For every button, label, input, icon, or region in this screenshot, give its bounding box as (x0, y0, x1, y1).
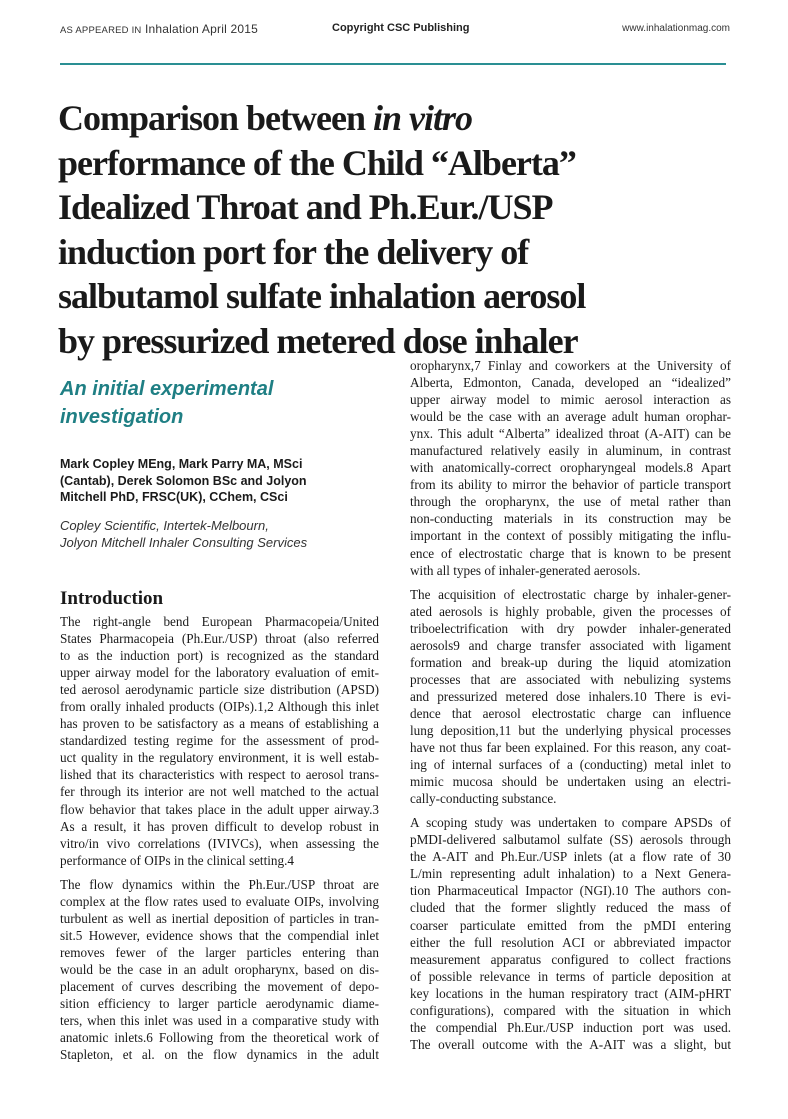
body-text-line: The right-angle bend European Pharmacopeia/United (60, 614, 379, 629)
body-text-line: ters, when this inlet was used in a comparative study with (60, 1013, 379, 1029)
body-text-line: from orally inhaled products (OIPs).1,2 Although this inlet (60, 699, 379, 715)
body-text-line: pMDI-delivered salbutamol sulfate (SS) aerosols through (410, 832, 731, 848)
title-line-1-roman: Comparison between (58, 98, 373, 138)
author-line: Mitchell PhD, FRSC(UK), CChem, CSci (60, 490, 288, 504)
body-text-line: Stapleton, et al. on the flow dynamics in the adult (60, 1047, 379, 1063)
body-text-line: ing of internal surfaces of a (conducting) metal inlet to (410, 757, 731, 773)
body-text-line: manufactured relatively easily in aluminum, in contrast (410, 443, 731, 459)
body-text-line: upper airway model for the laboratory evaluation of emit- (60, 665, 379, 681)
body-text-line: flow behavior that takes place in the adult upper airway.3 (60, 801, 379, 817)
affiliation-line: Copley Scientific, Intertek-Melbourn, (60, 518, 269, 533)
title-line: performance of the Child “Alberta” (58, 142, 576, 183)
body-text-line: to as the induction port) is recognized as the standard (60, 648, 379, 664)
author-line: (Cantab), Derek Solomon BSc and Jolyon (60, 473, 307, 488)
publication-prefix: AS APPEARED IN (60, 25, 142, 36)
body-text-line: The overall outcome with the A-AIT was a slight, but (410, 1036, 731, 1052)
body-text-line: important in the context of possibly mitigating the influ- (410, 528, 731, 544)
body-text-line: non-conducting materials in its construction may be (410, 511, 731, 527)
affiliation-line: Jolyon Mitchell Inhaler Consulting Services (60, 534, 308, 550)
article-subtitle (60, 375, 360, 431)
body-text-line: coarser particulate emitted from the pMDI entering (410, 917, 731, 933)
body-text-line: the compendial Ph.Eur./USP induction port was used. (410, 1019, 731, 1035)
body-text-line: cally-conducting substance. (410, 791, 557, 807)
body-text-line: would be the case in an adult oropharynx, based on dis- (60, 961, 379, 977)
subtitle-line: investigation (60, 406, 184, 428)
body-text-line: anatomic inlets.6 Following from the theoretical work of (60, 1030, 379, 1046)
body-text-line: formation and break-up during the liquid atomization (410, 654, 731, 670)
body-text-line: oropharynx,7 Finlay and coworkers at the University of (410, 358, 731, 373)
copyright-notice: Copyright CSC Publishing (332, 22, 470, 34)
body-text-line: performance of OIPs in the clinical setting.4 (60, 852, 295, 868)
body-text-line: with anatomically-correct oropharyngeal models.8 Apart (410, 460, 731, 476)
affiliations (60, 518, 360, 551)
publication-name: Inhalation April 2015 (145, 22, 258, 36)
body-text-line: fer through its interior are not well matched to the actual (60, 784, 379, 800)
body-text-line: L/min representing adult inhalation) to a Next Genera- (410, 866, 731, 882)
title-line-1 (58, 96, 738, 141)
section-heading-introduction: Introduction (60, 588, 164, 609)
website-link[interactable]: www.inhalationmag.com (622, 23, 730, 34)
body-text-line: and pressurized metered dose inhalers.10 There is evi- (410, 688, 731, 704)
body-text-line: A scoping study was undertaken to compare APSDs of (410, 815, 731, 831)
running-header (60, 22, 730, 38)
body-text-line: The flow dynamics within the Ph.Eur./USP throat are (60, 876, 379, 892)
body-text-line: complex at the flow rates used to evaluate OIPs, involving (60, 893, 379, 909)
body-text-line: Alberta, Edmonton, Canada, developed an “idealized” (410, 375, 731, 391)
body-text-line: tion Pharmaceutical Impactor (NGI).10 The authors con- (410, 883, 731, 899)
body-text-line: with all types of inhaler-generated aerosols. (410, 562, 641, 578)
body-text-line: ted aerosol aerodynamic particle size distribution (APSD) (60, 682, 379, 698)
article-title (58, 96, 738, 363)
body-text-line: key locations in the human respiratory tract (AIM-pHRT (410, 985, 731, 1001)
paragraph-break (410, 579, 731, 586)
author-list (60, 456, 360, 506)
body-text-line: triboelectrification with dry powder inhaler-generated (410, 620, 731, 636)
body-text-line: ated aerosols is highly probable, given the processes of (410, 603, 731, 619)
body-text-line: has proven to be satisfactory as a means of establishing a (60, 716, 379, 732)
body-text-line: cluded that the former slightly reduced the mass of (410, 900, 731, 916)
body-column-right (410, 357, 731, 1053)
body-text-line: uct quality in the regulatory environment, it is well estab- (60, 750, 379, 766)
header-rule (60, 63, 726, 65)
body-text-line: States Pharmacopeia (Ph.Eur./USP) throat (also referred (60, 631, 379, 647)
title-italic-phrase: in vitro (372, 98, 472, 138)
body-text-line: sit.5 However, evidence shows that the compendial inlet (60, 927, 379, 943)
title-line: induction port for the delivery of (58, 231, 529, 272)
body-text-line: ynx. This adult “Alberta” idealized throat (A-AIT) can be (410, 426, 731, 442)
publication-info (60, 22, 258, 36)
body-text-line: aerosols9 and charge transfer associated with ligament (410, 637, 731, 653)
body-text-line: placement of curves describing the movement of depo- (60, 978, 379, 994)
body-text-line: measurement apparatus configured to collect fractions (410, 951, 731, 967)
body-text-line: removes fewer of the larger particles entering than (60, 944, 379, 960)
body-text-line: lished that its characteristics with respect to aerosol trans- (60, 767, 379, 783)
body-text-line: have not thus far been explained. For this reason, any coat- (410, 740, 731, 756)
body-text-line: The acquisition of electrostatic charge by inhaler-gener- (410, 586, 731, 602)
author-line: Mark Copley MEng, Mark Parry MA, MSci (60, 457, 303, 471)
body-text-line: dence that aerosol electrostatic charge can influence (410, 705, 731, 721)
body-text-line: configurations), compared with the situation in which (410, 1002, 731, 1018)
body-text-line: vitro/in vivo correlations (IVIVCs), when assessing the (60, 835, 379, 851)
body-text-line: As a result, it has proven difficult to develop robust in (60, 818, 379, 834)
subtitle-line: An initial experimental (60, 378, 274, 400)
body-text-line: processes that are associated with nebulizing systems (410, 671, 731, 687)
body-text-line: would be the case with an average adult human orophar- (410, 409, 731, 425)
title-line: Idealized Throat and Ph.Eur./USP (58, 187, 553, 227)
body-text-line: either the full resolution ACI or abbreviated impactor (410, 934, 731, 950)
body-text-line: turbulent as well as inertial deposition of particles in tran- (60, 910, 379, 926)
body-text-line: standardized testing regime for the assessment of prod- (60, 733, 379, 749)
body-text-line: upper airway model to mimic aerosol interaction as (410, 392, 731, 408)
body-text-line: the A-AIT and Ph.Eur./USP inlets (at a flow rate of 30 (410, 849, 731, 865)
body-text-line: mimic mucosa should be undertaken using an electri- (410, 774, 731, 790)
body-text-line: through the oropharynx, the use of metal rather than (410, 494, 731, 510)
body-text-line: sition efficiency to larger particle aerodynamic diame- (60, 996, 379, 1012)
body-text-line: of possible relevance in terms of particle deposition at (410, 968, 731, 984)
paragraph-break (60, 869, 379, 876)
body-column-left (60, 613, 379, 1063)
paragraph-break (410, 807, 731, 814)
title-line: by pressurized metered dose inhaler (58, 320, 578, 361)
title-line: salbutamol sulfate inhalation aerosol (58, 276, 586, 316)
body-text-line: lung deposition,11 but the underlying physical processes (410, 722, 731, 738)
body-text-line: from its ability to mirror the behavior of particle transport (410, 477, 731, 493)
body-text-line: ence of electrostatic charge that is known to be present (410, 545, 731, 561)
